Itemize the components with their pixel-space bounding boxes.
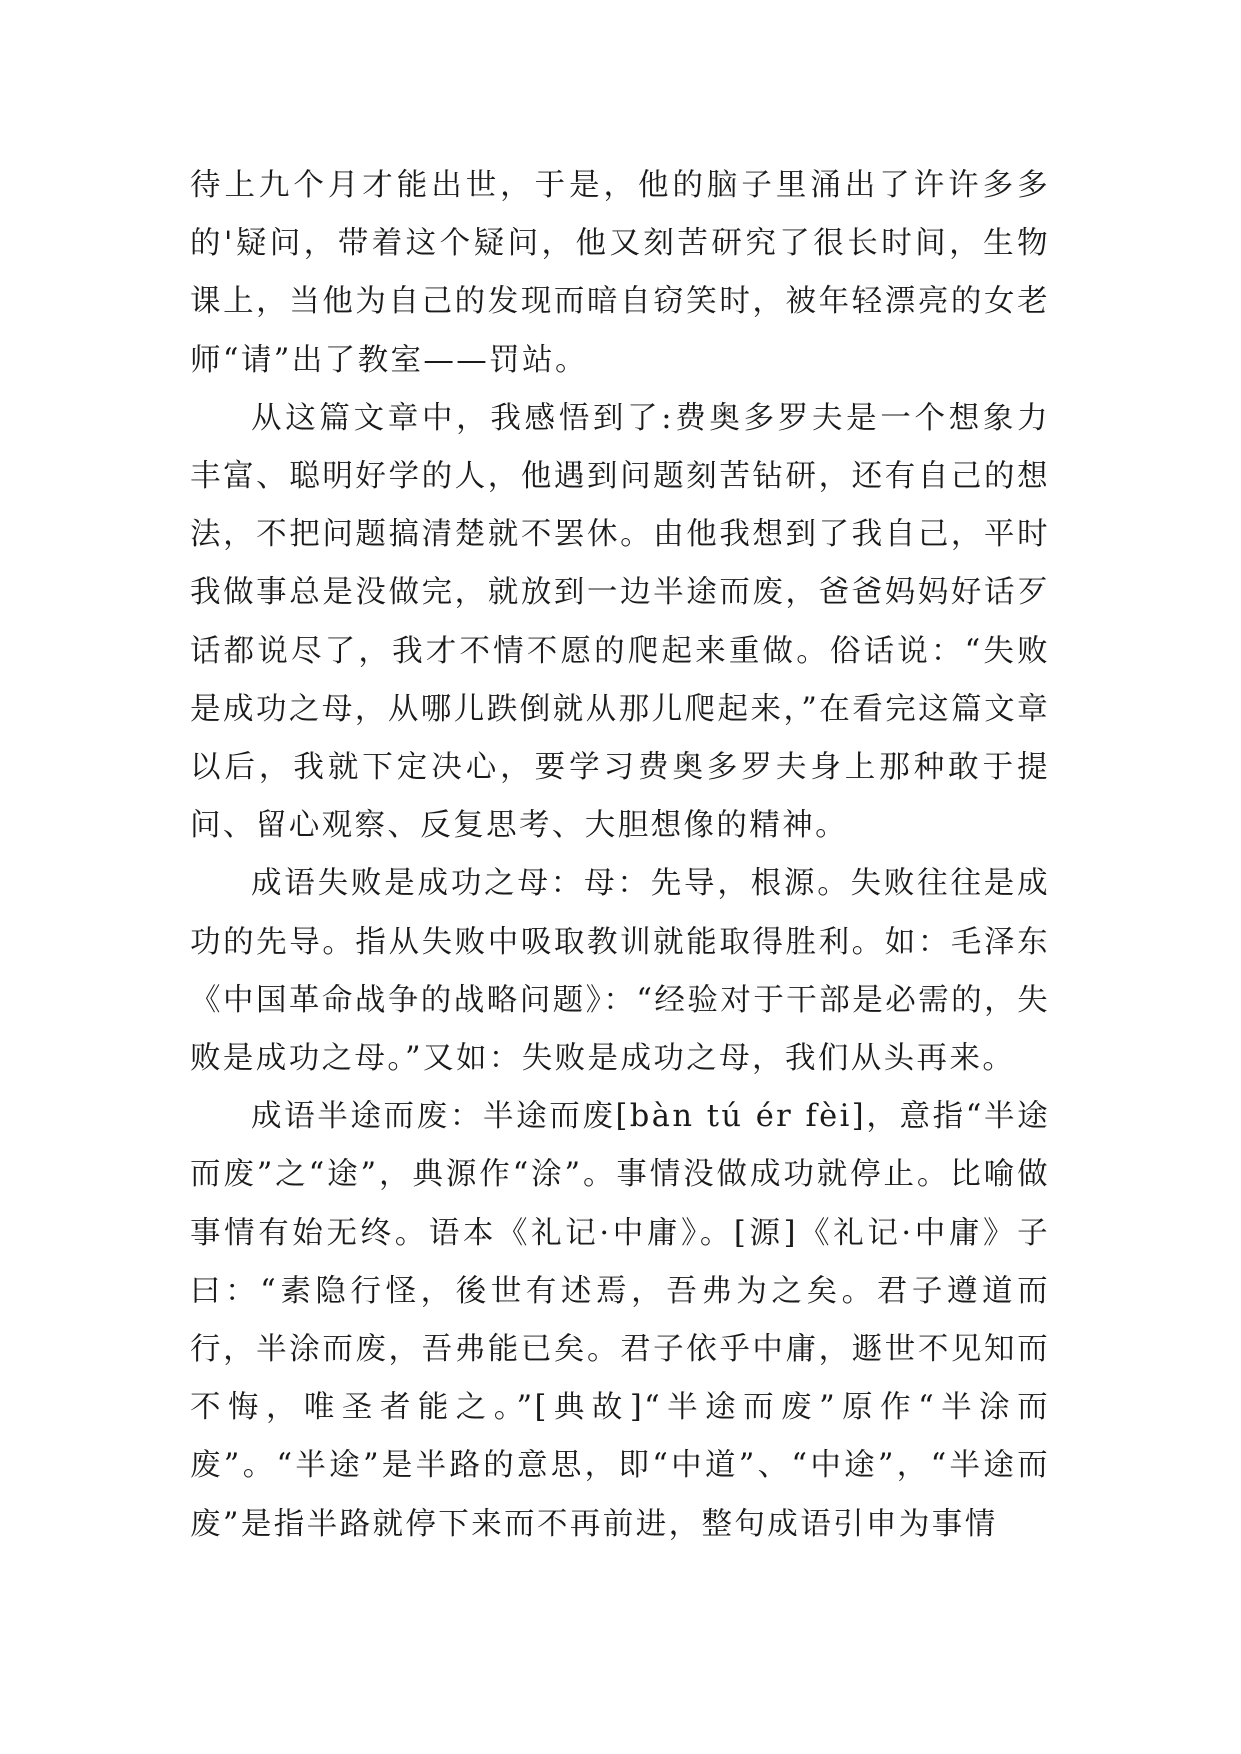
document-body (190, 157, 1050, 1554)
paragraph-idiom-halfway: 成语半途而废：半途而废[bàn tú ér fèi]，意指“半途而废”之“途”，典源作“涂”。事情没做成功就停止。比喻做事情有始无终。语本《礼记·中庸》。[源]《礼记·中庸》子曰：“素隐行怪，後世有述焉，吾弗为之矣。君子遵道而行，半涂而废，吾弗能已矣。君子依乎中庸，遯世不见知而不悔，唯圣者能之。”[典故]“半途而废”原作“半涂而废”。“半途”是半路的意思，即“中道”、“中途”，“半途而废”是指半路就停下来而不再前进，整句成语引申为事情 (190, 1099, 1050, 1542)
paragraph-idiom-failure: 成语失败是成功之母：母：先导，根源。失败往往是成功的先导。指从失败中吸取教训就能取得胜利。如：毛泽东《中国革命战争的战略问题》：“经验对于干部是必需的，失败是成功之母。”又如：失败是成功之母，我们从头再来。 (190, 866, 1050, 1077)
paragraph-story-continuation: 待上九个月才能出世，于是，他的脑子里涌出了许许多多的'疑问，带着这个疑问，他又刻苦研究了很长时间，生物课上，当他为自己的发现而暗自窃笑时，被年轻漂亮的女老师“请”出了教室——罚站。 (190, 168, 1050, 378)
paragraph-reflection: 从这篇文章中，我感悟到了:费奥多罗夫是一个想象力丰富、聪明好学的人，他遇到问题刻苦钻研，还有自己的想法，不把问题搞清楚就不罢休。由他我想到了我自己，平时我做事总是没做完，就放到一边半途而废，爸爸妈妈好话歹话都说尽了，我才不情不愿的爬起来重做。俗话说：“失败是成功之母，从哪儿跌倒就从那儿爬起来，”在看完这篇文章以后，我就下定决心，要学习费奥多罗夫身上那种敢于提问、留心观察、反复思考、大胆想像的精神。 (190, 400, 1050, 844)
